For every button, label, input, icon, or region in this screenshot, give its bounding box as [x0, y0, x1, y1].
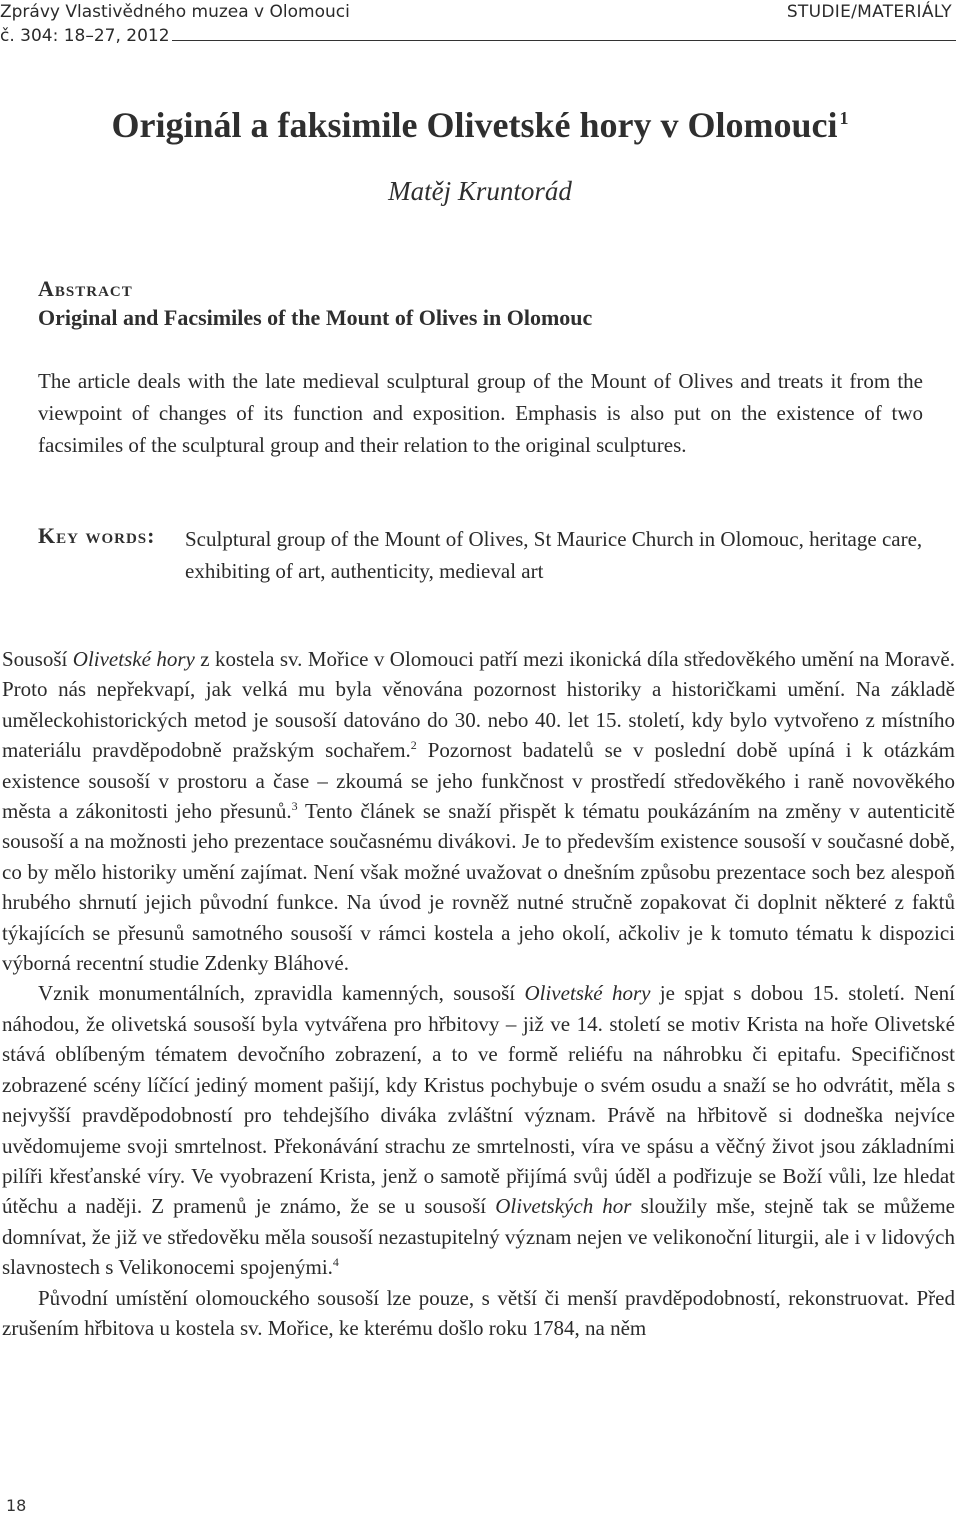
abstract-text: The article deals with the late medieval sculptural group of the Mount of Olives and treats it from the viewpoint of changes of its function and exposition. Emphasis is also put on the existence of two facsimiles of the sculptural group and their relation to the original sculptures. [38, 369, 923, 457]
footnote-marker: 3 [291, 799, 298, 814]
journal-issue: č. 304: 18–27, 2012 [0, 26, 170, 46]
body-text: je spjat s dobou 15. století. Není náhodou, že olivetská sousoší byla vytvářena pro hřbitovy – již ve 14. století se motiv Krista na hoře Olivetské stává oblíbeným tématem devočního zobrazení, a to ve formě reliéfu na náhrobku či epitafu. Specifičnost zobrazené scény líčící jediný moment pašijí, kdy Kristus pochybuje o svém osudu a snaží se ho odvrátit, měla s nejvyšší pravděpodobností pro tehdejšího diváka zvláštní význam. Právě na hřbitově si dodneška nejvíce uvědomujeme svoji smrtelnost. Překonávání strachu ze smrtelnosti, víra ve spásu a věčný život jsou základními pilíři křesťanské víry. Ve vyobrazení Krista, jenž o samotě přijímá svůj úděl a podřizuje se Boží vůli, lze hledat útěchu a naději. Z pramenů je známo, že se u sousoší [2, 981, 955, 1219]
article-title-text: Originál a faksimile Olivetské hory v Olomouci [111, 105, 838, 145]
body-paragraph-3: Původní umístění olomouckého sousoší lze pouze, s větší či menší pravděpodobností, rekonstruovat. Před zrušením hřbitova u kostela sv. Mořice, ke kterému došlo roku 1784, na něm [2, 1285, 955, 1340]
page-number: 18 [6, 1496, 27, 1515]
body-italic: Olivetské hory [72, 647, 195, 671]
title-footnote-marker: 1 [839, 108, 849, 128]
abstract-title: Original and Facsimiles of the Mount of Olives in Olomouc [38, 305, 593, 330]
body-text: sloužily mše, stejně tak se můžeme domnívat, že již ve středověku měla sousoší nezastupitelný význam nejen ve velikonoční liturgii, ale i v lidových slavnostech s Velikonocemi spojenými. [2, 1194, 955, 1280]
body-italic: Olivetských hor [495, 1194, 632, 1219]
header-rule [172, 40, 956, 41]
footnote-marker: 4 [332, 1255, 339, 1270]
article-title [0, 104, 960, 146]
keywords-text: Sculptural group of the Mount of Olives, St Maurice Church in Olomouc, heritage care, exhibiting of art, authenticity, medieval art [185, 527, 923, 583]
body-text: Tento článek se snaží přispět k tématu poukázáním na změny v autenticitě sousoší a na možnosti jeho prezentace současnému divákovi. Je to především existence sousoší v současné době, co by mělo historiky umění zajímat. Není však možné uvažovat o dnešním způsobu prezentace soch bez alespoň hrubého shrnutí jejich původní funkce. Na úvod je rovněž nutné stručně zopakovat či doplnit některé z faktů týkajících se přesunů samotného sousoší v rámci kostela a jeho okolí, ačkoliv je k tomuto tématu k dispozici výborná recentní studie Zdenky Bláhové. [2, 799, 955, 976]
body-text: z kostela sv. Mořice v Olomouci patří mezi ikonická díla středověkého umění na Moravě. Proto nás nepřekvapí, jak velká mu byla věnována pozornost historiky a historičkami umění. Na základě uměleckohistorických metod je sousoší datováno do 30. nebo 40. let 15. století, kdy bylo vytvořeno z místního materiálu pravděpodobně pražským sochařem. [2, 647, 955, 763]
journal-name: Zprávy Vlastivědného muzea v Olomouci [0, 2, 350, 22]
article-body [2, 644, 955, 1343]
body-paragraph-2 [2, 978, 955, 1282]
keywords-label: Key words: [38, 523, 156, 548]
body-text: Sousoší [2, 647, 73, 671]
section-label: STUDIE/MATERIÁLY [786, 2, 952, 22]
body-text: Pozornost badatelů se v poslední době upíná i k otázkám existence sousoší v prostoru a čase – zkoumá se jeho funkčnost v prostředí středověkého i raně novověkého města a zákonitosti jeho přesunů. [2, 738, 955, 824]
abstract-label: Abstract [38, 276, 133, 301]
article-author: Matěj Kruntorád [388, 176, 572, 206]
body-text: Vznik monumentálních, zpravidla kamenných, sousoší [38, 981, 525, 1006]
body-italic: Olivetské hory [524, 981, 651, 1006]
footnote-marker: 2 [410, 738, 417, 753]
body-paragraph-1 [2, 644, 955, 978]
